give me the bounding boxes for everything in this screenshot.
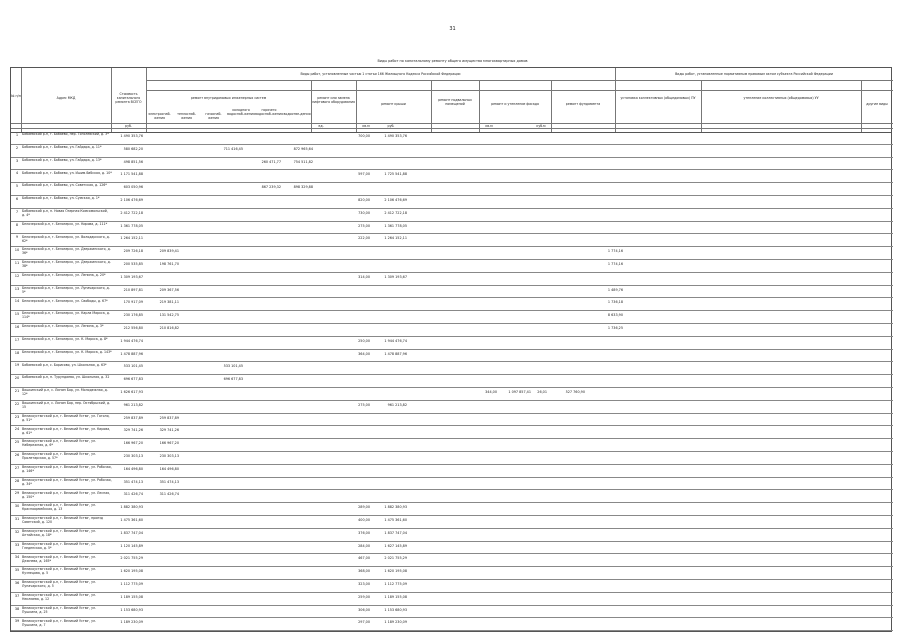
table-row [11,516,893,529]
table-row [11,401,893,414]
row-number: 24 [14,427,20,432]
row-number: 2 [15,145,19,150]
row-cell-b: 711 416,45 [223,146,243,151]
row-cell-a: 166 967,20 [159,441,179,446]
row-address: Вашкинский р-н, с. Липин Бор, ул. Молодежная, д. 12* [22,388,108,397]
row-cell-d: 754 511,82 [293,159,313,164]
header-facade: ремонт и утепление фасада [491,102,539,106]
table-row [11,503,893,516]
page-number: 31 [449,26,456,32]
header-meters: установка коллективных (общедомовых) ПУ [620,96,696,100]
row-number: 22 [14,401,20,406]
row-address: Вашкинский р-н, с. Липин Бор, пер. Октябрьский, д. 15 [22,400,111,410]
row-cell-e: 275,00 [358,402,370,407]
table-row [11,170,893,183]
header-roof: ремонт крыши [381,102,406,106]
row-total-cost: 311 426,74 [123,492,143,497]
row-number: 18 [14,350,20,355]
row-address: Белозерский р-н, г. Белозерск, ул. Володарского, д. 62* [22,234,110,243]
row-total-cost: 1 626 617,93 [120,390,143,394]
row-address: Великоустюгский р-н, г. Великий Устюг, ул. Луначарского, д. 5 [22,580,97,589]
row-cell-f: 1 620 195,08 [384,569,407,574]
row-cell-e: 820,00 [358,198,370,202]
row-cell-e: 597,00 [358,172,370,177]
row-address: Белозерский р-н, г. Белозерск, ул. К. Маркса, д. 8* [22,336,108,341]
row-cell-f: 1 112 775,09 [384,582,407,586]
row-cell-k: 1 736,18 [607,300,623,305]
table-row [11,554,893,567]
table-row [11,593,893,606]
row-address: Великоустюгский р-н, г. Великий Устюг, ул. Набережная, д. 6* [22,439,97,448]
row-number: 13 [14,286,20,291]
row-total-cost: 230 303,13 [123,454,143,458]
row-cell-f: 1 475 361,60 [384,518,407,522]
row-cell-f: 1 478 887,96 [384,351,407,356]
row-total-cost: 1 478 887,96 [120,351,143,356]
table-row [11,478,893,491]
row-cell-f: 1 361 778,05 [384,223,407,228]
table-header [11,68,891,133]
row-total-cost: 230 176,85 [123,313,143,318]
row-cell-f: 1 627 145,89 [384,543,407,548]
row-cell-f: 2 412 722,18 [384,210,407,215]
row-cell-a: 209 367,56 [159,287,179,292]
row-address: Бабаевский р-н, г. Бабаево, ул. Советская, д. 126* [22,183,107,188]
row-total-cost: 498 851,56 [123,159,143,164]
header-basement: ремонт подвальных помещений [438,98,472,106]
row-cell-e: 250,00 [358,338,370,343]
row-address: Бабаевский р-н, г. Бабаево, ул. Гайдара, д. 11* [22,144,102,149]
row-address: Бабаевский р-н, п. Турундаево, ул. Школьная, д. 32 [22,375,110,380]
header-group-art166: Виды работ, установленные частью 1 статьи 166 Жилищного Кодекса Российской Федерации [300,72,461,76]
header-unit-facade-area: кв.м [485,124,493,128]
row-address: Бабаевский р-н, г. Бабаево, ул. Ишим-бабская, д. 10* [22,170,112,175]
row-cell-e: 323,00 [358,582,370,586]
row-cell-f: 1 837 747,04 [384,530,407,535]
table-row [11,452,893,465]
row-address: Белозерский р-н, г. Белозерск, ул. Дзержинского, д. 36* [22,247,111,256]
row-total-cost: 1 264 152,11 [120,236,143,241]
header-no: № п/п [11,94,21,98]
row-cell-k: 1 774,16 [607,262,623,266]
row-cell-f: 1 189 155,08 [384,594,407,599]
header-unit-lift: ед. [318,124,324,128]
row-cell-f: 2 106 476,69 [384,198,407,202]
table-row [11,209,893,222]
row-address: Белозерский р-н, г. Белозерск, ул. К. Маркса, д. 143* [22,349,112,354]
header-foundation: ремонт фундамента [565,102,601,106]
header-unit-roof-area: кв.м [362,124,370,128]
row-address: Великоустюгский р-н, г. Великий Устюг, ул. Пушкина, д. 25 [22,605,97,614]
row-address: Великоустюгский р-н, г. Великий Устюг, ул. Пролетарская, д. 57* [22,452,97,461]
row-number: 36 [14,581,20,585]
row-cell-e: 306,00 [358,607,370,612]
row-number: 21 [14,389,20,393]
table-row [11,542,893,555]
row-cell-d: 898 329,88 [293,185,313,190]
row-total-cost: 1 309 193,67 [120,274,143,279]
row-cell-c: 260 471,77 [261,159,281,164]
row-number: 1 [15,133,19,137]
header-internal-systems: ремонт внутридомовых инженерных систем [190,96,267,100]
row-cell-a: 219 381,11 [159,300,179,305]
row-total-cost: 1 944 476,74 [120,338,143,343]
header-sys-hot-water: горячего водоснаб-жения [255,108,283,116]
row-total-cost: 1 361 778,05 [120,223,143,228]
row-address: Белозерский р-н, г. Белозерск, ул. Ленина, д. 3* [22,324,104,329]
row-number: 9 [15,235,19,240]
row-cell-e: 222,00 [358,236,370,241]
row-total-cost: 696 677,83 [123,377,143,382]
row-address: Бабаевский р-н, г. Бабаево, ул. Гайдара, д. 13* [22,157,102,162]
row-total-cost: 259 837,89 [123,415,143,420]
row-address: Белозерский р-н, г. Белозерск, ул. Кирова, д. 111* [22,221,108,226]
row-cell-f: 1 882 380,93 [384,505,407,510]
row-address: Белозерский р-н, г. Белозерск, ул. Дзержинского, д. 38* [22,260,111,269]
row-address: Великоустюгский р-н, г. Великий Устюг, ул. Кузнецова, д. 5 [22,567,97,576]
table-row [11,426,893,439]
row-total-cost: 1 171 541,88 [120,172,143,177]
row-address: Великоустюгский р-н, г. Великий Устюг, проезд Советский, д. 120 [22,516,103,525]
row-number: 35 [14,568,20,573]
row-number: 12 [14,273,20,278]
row-cell-k: 1 736,25 [607,326,623,330]
header-sys-drain: водоотве-дения [283,112,311,116]
row-cell-f: 1 264 152,11 [384,236,407,241]
row-address: Бабаевский р-н, г. Бабаево, ул. Сумская, д. 1* [22,196,100,201]
table-row [11,273,893,286]
row-number: 20 [14,376,20,381]
row-number: 15 [14,312,20,317]
header-unit-roof-cost: руб. [387,124,395,128]
row-cell-d: 872 965,64 [293,146,313,151]
row-number: 34 [14,555,20,560]
header-lift: ремонт или замена лифтового оборудования [312,96,355,104]
header-address: Адрес МКД [56,96,76,100]
row-cell-a: 259 837,89 [159,415,179,420]
row-cell-f: 1 309 193,67 [384,274,407,279]
table-row [11,311,893,324]
table-row [11,337,893,350]
row-cell-e: 376,00 [358,530,370,535]
row-total-cost: 209 726,18 [123,249,143,254]
row-address: Белозерский р-н, г. Белозерск, ул. Ленина, д. 20* [22,272,106,277]
row-cell-j: 527 760,90 [565,390,585,394]
row-cell-k: 8 633,90 [607,313,623,318]
row-cell-a: 131 542,75 [159,313,179,318]
row-total-cost: 1 189 155,08 [120,594,143,599]
row-cell-e: 467,00 [358,556,370,561]
row-number: 38 [14,606,20,611]
row-number: 23 [14,414,20,419]
row-number: 26 [14,453,20,457]
row-number: 8 [15,222,19,227]
row-cell-f: 961 213,82 [387,402,407,407]
row-total-cost: 1 620 195,08 [120,569,143,574]
row-cell-f: 1 153 680,93 [384,607,407,612]
document-title: Виды работ по капитальному ремонту общего имущества многоквартирных домов [377,59,528,63]
row-cell-a: 198 761,70 [159,262,179,266]
row-cell-k: 1 774,16 [607,249,623,254]
row-total-cost: 212 556,80 [123,326,143,330]
row-number: 17 [14,337,20,342]
row-number: 6 [15,197,19,201]
row-total-cost: 351 474,13 [123,479,143,484]
row-number: 10 [14,248,20,253]
table-row [11,618,893,631]
header-sys-cold-water: холодного водоснаб-жения [227,108,255,116]
row-address: Великоустюгский р-н, г. Великий Устюг, ул. Дежнева, д. 165* [22,554,97,563]
row-total-cost: 164 496,80 [123,466,143,471]
header-sys-gas: газоснаб-жения [205,112,222,120]
table-row [11,324,893,337]
row-total-cost: 210 897,81 [123,287,143,292]
table-row [11,375,893,388]
row-total-cost: 961 213,82 [123,402,143,407]
row-total-cost: 1 112 775,09 [120,582,143,586]
table-row [11,158,893,171]
row-cell-f: 1 490 353,76 [384,134,407,138]
row-total-cost: 2 412 722,18 [120,210,143,215]
row-total-cost: 1 120 145,89 [120,543,143,548]
row-cell-e: 284,00 [358,543,370,548]
header-control-units: утепление коллективных (общедомовых) УУ [743,96,819,100]
row-total-cost: 580 682,20 [123,146,143,151]
table-row [11,529,893,542]
row-cell-e: 314,00 [358,274,370,279]
row-address: Бабаевский р-н, с. Борисово, ул. Школьная, д. 63* [22,362,107,367]
row-cell-f: 2 021 755,29 [384,556,407,561]
header-group-subject: Виды работ, установленные нормативным правовым актом субъекта Российской Федерации [675,72,833,76]
row-address: Бабаевский р-н, г. Бабаево, пер. Гоголевский, д. 3* [22,132,109,137]
row-cell-a: 351 474,13 [159,479,179,484]
row-address: Великоустюгский р-н, г. Великий Устюг, ул. Кирова, д. 61* [22,426,111,435]
row-cell-e: 297,00 [358,620,370,625]
row-number: 33 [14,542,20,547]
row-cell-e: 364,00 [358,351,370,356]
header-sys-heat: теплоснаб-жения [177,112,196,120]
row-total-cost: 533 101,45 [123,364,143,369]
row-cell-f: 1 189 230,09 [384,620,407,625]
table-row [11,286,893,299]
row-cell-h: 1 097 857,41 [508,390,531,394]
row-number: 37 [14,593,20,598]
table-row [11,260,893,273]
row-cell-k: 1 489,76 [607,287,623,292]
header-other: другие виды [866,102,888,106]
row-number: 29 [14,491,20,496]
row-cell-b: 533 101,45 [223,364,243,369]
row-cell-f: 1 944 476,74 [384,338,407,343]
row-address: Белозерский р-н, г. Белозерск, ул. Луначарского, д. 5* [22,285,110,294]
row-cell-g: 344,00 [485,390,497,394]
row-total-cost: 1 153 680,93 [120,607,143,612]
row-total-cost: 2 106 476,69 [120,198,143,202]
table-row [11,362,893,375]
row-address: Великоустюгский р-н, г. Великий Устюг, ул. Рабочая, д. 146* [22,464,112,474]
table-row [11,132,893,145]
row-cell-e: 700,00 [358,134,370,138]
row-address: Великоустюгский р-н, г. Великий Устюг, ул. Красноармейская, д. 13 [22,503,97,512]
row-cell-a: 209 839,41 [159,249,179,254]
works-table [10,67,892,632]
row-number: 32 [14,529,20,534]
row-total-cost: 1 837 747,04 [120,530,143,535]
table-row [11,183,893,196]
row-number: 31 [14,517,20,521]
row-total-cost: 170 917,09 [123,300,143,305]
row-number: 30 [14,504,20,509]
table-row [11,439,893,452]
row-cell-a: 210 816,82 [159,326,179,330]
row-number: 5 [15,184,19,189]
table-row [11,490,893,503]
row-number: 7 [15,209,19,214]
header-sys-electric: электроснаб-жения [148,112,171,120]
table-row [11,222,893,235]
table-row [11,567,893,580]
row-address: Белозерский р-н, г. Белозерск, ул. Карла Маркса, д. 114* [22,311,110,320]
row-address: Великоустюгский р-н, г. Великий Устюг, ул. Лесная, д. 150* [22,490,111,499]
row-cell-a: 311 426,74 [159,492,179,497]
row-address: Великоустюгский р-н, г. Великий Устюг, ул. Рабочая, д. 34* [22,477,112,486]
row-total-cost: 603 050,96 [123,185,143,190]
row-number: 3 [15,158,19,163]
table-row [11,145,893,158]
row-cell-a: 230 303,13 [159,454,179,458]
row-total-cost: 1 882 380,93 [120,505,143,510]
table-row [11,247,893,260]
row-total-cost: 1 189 230,09 [120,620,143,625]
row-total-cost: 1 490 353,76 [120,134,143,138]
row-number: 16 [14,325,20,329]
table-row [11,606,893,619]
row-number: 39 [14,619,20,624]
row-number: 4 [15,171,19,176]
row-number: 11 [14,261,20,265]
row-address: Бабаевский р-н, п. Новая Озерная Комсомольский, д. 4* [22,208,108,218]
table-row [11,234,893,247]
row-cell-c: 867 239,32 [261,185,281,190]
row-number: 19 [14,363,20,368]
row-address: Великоустюгский р-н, г. Великий Устюг, ул. Неклюева, д. 12 [22,592,97,602]
table-row [11,196,893,209]
row-address: Великоустюгский р-н, г. Великий Устюг, ул. Пушкина, д. 7 [22,618,97,627]
table-row [11,580,893,593]
row-number: 25 [14,440,20,445]
row-number: 14 [14,299,20,304]
row-number: 28 [14,478,20,483]
row-cell-e: 400,00 [358,518,370,522]
header-unit-total: руб. [125,124,132,128]
table-row [11,414,893,427]
row-total-cost: 2 021 755,29 [120,556,143,561]
header-total: Стоимость капитального ремонта ВСЕГО [115,92,142,104]
row-cell-e: 275,00 [358,223,370,228]
row-cell-e: 289,00 [358,505,370,510]
row-total-cost: 329 741,26 [123,428,143,433]
row-total-cost: 200 535,85 [123,262,143,266]
row-cell-i: 26,01 [537,390,547,394]
row-address: Великоустюгский р-н, г. Великий Устюг, ул. Гоголя, д. 51* [22,413,110,422]
row-total-cost: 1 475 361,60 [120,518,143,522]
table-row [11,298,893,311]
row-total-cost: 166 967,20 [123,441,143,446]
row-cell-e: 368,00 [358,569,370,574]
table-row [11,350,893,363]
row-number: 27 [14,465,20,470]
table-row [11,388,893,401]
row-cell-a: 164 496,80 [159,466,179,471]
table-row [11,465,893,478]
row-cell-b: 696 677,83 [223,377,243,382]
row-cell-e: 259,00 [358,594,370,599]
row-cell-f: 1 725 541,88 [384,172,407,177]
row-cell-e: 730,00 [358,210,370,215]
row-address: Великоустюгский р-н, г. Великий Устюг, ул. Алтайская, д. 18* [22,528,97,538]
row-address: Великоустюгский р-н, г. Великий Устюг, ул. Гледенская, д. 5* [22,541,97,550]
row-address: Белозерский р-н, г. Белозерск, ул. Свободы, д. 67* [22,298,108,303]
header-unit-foundation-vol: куб.м [536,124,546,128]
row-cell-a: 329 741,26 [159,428,179,433]
